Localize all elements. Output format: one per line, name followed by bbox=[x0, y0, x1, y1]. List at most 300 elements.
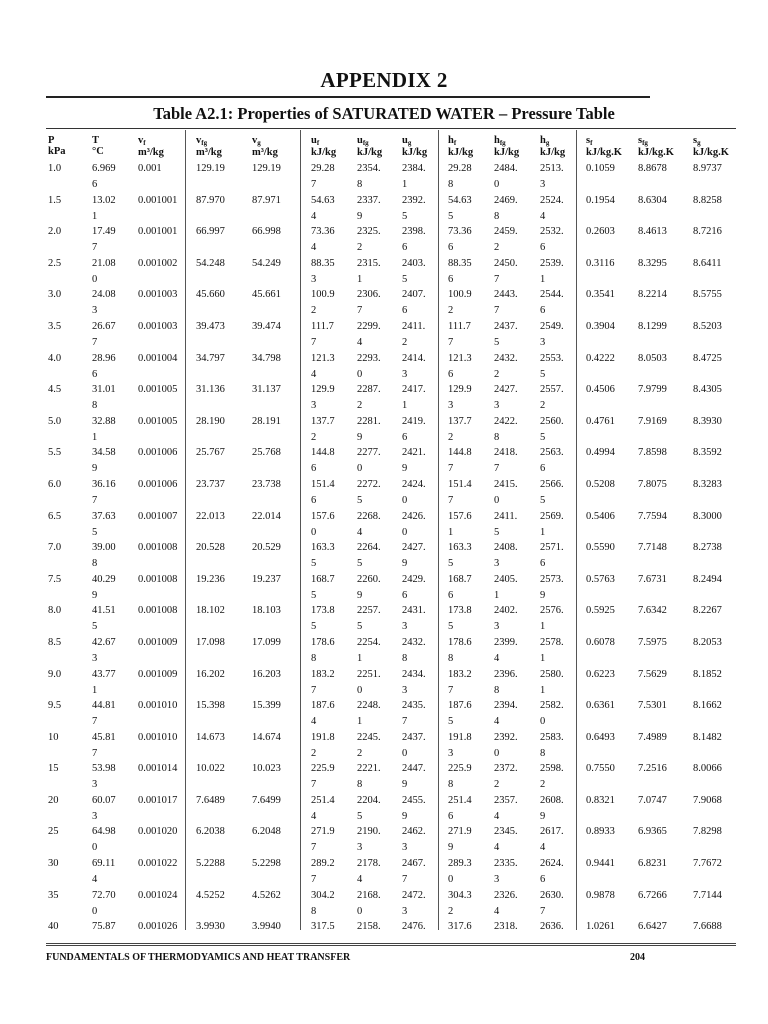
table-cell: 2437. bbox=[494, 320, 518, 332]
table-cell: 18.102 bbox=[196, 605, 225, 617]
table-cell: 2402. bbox=[494, 605, 518, 617]
table-cell: 2293. bbox=[357, 352, 381, 364]
column-group-divider bbox=[576, 130, 577, 930]
table-cell: 87.971 bbox=[252, 194, 281, 206]
table-cell: 4.5252 bbox=[196, 889, 225, 901]
table-cell: 64.98 bbox=[92, 826, 116, 838]
table-cell: 25.767 bbox=[196, 447, 225, 459]
overflow-digit: 8 bbox=[92, 558, 98, 570]
table-cell: 7.8075 bbox=[638, 478, 667, 490]
table-cell: 69.11 bbox=[92, 858, 116, 870]
overflow-digit: 4 bbox=[540, 210, 546, 222]
column-subscript: g bbox=[257, 139, 261, 147]
table-cell: 2392. bbox=[402, 194, 426, 206]
table-cell: 2576. bbox=[540, 605, 564, 617]
overflow-digit: 5 bbox=[448, 558, 454, 570]
table-cell: 7.6731 bbox=[638, 573, 667, 585]
table-cell: 43.77 bbox=[92, 668, 116, 680]
table-cell: 32.88 bbox=[92, 415, 116, 427]
table-row bbox=[0, 668, 768, 700]
table-cell: 30 bbox=[48, 858, 59, 870]
page-number: 204 bbox=[630, 952, 645, 963]
table-cell: 54.249 bbox=[252, 257, 281, 269]
table-cell: 8.5755 bbox=[693, 289, 722, 301]
table-cell: 7.5 bbox=[48, 573, 62, 585]
column-subscript: f bbox=[143, 139, 146, 147]
table-cell: 0.6223 bbox=[586, 668, 615, 680]
table-cell: 2345. bbox=[494, 826, 518, 838]
appendix-title: APPENDIX 2 bbox=[320, 68, 448, 92]
table-cell: 23.738 bbox=[252, 478, 281, 490]
table-cell: 3.0 bbox=[48, 289, 62, 301]
table-cell: 2467. bbox=[402, 858, 426, 870]
table-cell: 7.9068 bbox=[693, 794, 722, 806]
table-cell: 2431. bbox=[402, 605, 426, 617]
overflow-digit: 1 bbox=[540, 621, 546, 633]
overflow-digit: 4 bbox=[357, 874, 363, 886]
column-subscript: fg bbox=[201, 139, 208, 147]
table-cell: 0.001001 bbox=[138, 194, 178, 206]
overflow-digit: 3 bbox=[494, 400, 500, 412]
overflow-digit: 2 bbox=[448, 305, 454, 317]
overflow-digit: 6 bbox=[540, 558, 546, 570]
table-cell: 28.96 bbox=[92, 352, 116, 364]
table-cell: 0.9878 bbox=[586, 889, 615, 901]
table-cell: 0.6493 bbox=[586, 731, 615, 743]
table-cell: 129.19 bbox=[252, 163, 281, 174]
overflow-digit: 4 bbox=[494, 716, 500, 728]
column-symbol: P bbox=[48, 135, 55, 146]
overflow-digit: 6 bbox=[92, 179, 98, 190]
table-cell: 0.001 bbox=[138, 163, 162, 174]
table-cell: 183.2 bbox=[448, 668, 472, 680]
table-cell: 0.5590 bbox=[586, 542, 615, 554]
table-cell: 8.6411 bbox=[693, 257, 722, 269]
overflow-digit: 7 bbox=[311, 684, 317, 696]
column-group-divider bbox=[300, 130, 301, 930]
overflow-digit: 7 bbox=[448, 336, 454, 348]
table-cell: 17.49 bbox=[92, 226, 116, 238]
overflow-digit: 6 bbox=[402, 305, 408, 317]
table-cell: 2476. bbox=[402, 921, 426, 933]
overflow-digit: 5 bbox=[494, 526, 500, 538]
overflow-digit: 7 bbox=[494, 273, 500, 285]
overflow-digit: 0 bbox=[92, 842, 98, 854]
table-cell: 0.001004 bbox=[138, 352, 178, 364]
overflow-digit: 1 bbox=[357, 716, 363, 728]
column-unit: kJ/kg.K bbox=[638, 147, 674, 158]
column-subscript: g bbox=[697, 139, 701, 147]
overflow-digit: 0 bbox=[357, 463, 363, 475]
table-cell: 31.137 bbox=[252, 384, 281, 396]
table-cell: 111.7 bbox=[448, 320, 471, 332]
table-cell: 53.98 bbox=[92, 763, 116, 775]
table-cell: 183.2 bbox=[311, 668, 335, 680]
table-row bbox=[0, 604, 768, 636]
table-cell: 168.7 bbox=[448, 573, 472, 585]
table-cell: 45.661 bbox=[252, 289, 281, 301]
table-cell: 2469. bbox=[494, 194, 518, 206]
overflow-digit: 8 bbox=[357, 179, 363, 190]
table-cell: 5.2298 bbox=[252, 858, 281, 870]
overflow-digit: 3 bbox=[92, 810, 98, 822]
table-cell: 0.001022 bbox=[138, 858, 178, 870]
table-cell: 8.2494 bbox=[693, 573, 722, 585]
table-cell: 289.3 bbox=[448, 858, 472, 870]
table-title: Table A2.1: Properties of SATURATED WATER – Pressure Table bbox=[153, 104, 615, 123]
overflow-digit: 2 bbox=[494, 368, 500, 380]
overflow-digit: 1 bbox=[540, 273, 546, 285]
table-cell: 0.001006 bbox=[138, 447, 178, 459]
table-cell: 8.0066 bbox=[693, 763, 722, 775]
column-header bbox=[48, 135, 66, 157]
overflow-digit: 5 bbox=[402, 273, 408, 285]
table-cell: 0.001002 bbox=[138, 257, 178, 269]
overflow-digit: 5 bbox=[448, 210, 454, 222]
table-cell: 2251. bbox=[357, 668, 381, 680]
table-cell: 7.8298 bbox=[693, 826, 722, 838]
table-cell: 2578. bbox=[540, 636, 564, 648]
column-unit: kPa bbox=[48, 146, 66, 157]
table-cell: 10.022 bbox=[196, 763, 225, 775]
title-rule bbox=[46, 96, 650, 98]
table-cell: 2277. bbox=[357, 447, 381, 459]
table-cell: 31.136 bbox=[196, 384, 225, 396]
table-cell: 2434. bbox=[402, 668, 426, 680]
table-cell: 2204. bbox=[357, 794, 381, 806]
table-cell: 13.02 bbox=[92, 194, 116, 206]
overflow-digit: 0 bbox=[92, 905, 98, 917]
table-cell: 289.2 bbox=[311, 858, 335, 870]
table-cell: 6.2038 bbox=[196, 826, 225, 838]
table-cell: 2272. bbox=[357, 478, 381, 490]
table-cell: 8.0503 bbox=[638, 352, 667, 364]
overflow-digit: 5 bbox=[448, 716, 454, 728]
table-cell: 2532. bbox=[540, 226, 564, 238]
table-cell: 34.58 bbox=[92, 447, 116, 459]
overflow-digit: 8 bbox=[311, 905, 317, 917]
overflow-digit: 5 bbox=[311, 558, 317, 570]
table-cell: 0.001014 bbox=[138, 763, 178, 775]
table-cell: 8.8258 bbox=[693, 194, 722, 206]
overflow-digit: 7 bbox=[448, 463, 454, 475]
table-cell: 7.5301 bbox=[638, 700, 667, 712]
table-cell: 6.6427 bbox=[638, 921, 667, 933]
column-header bbox=[252, 135, 278, 158]
table-cell: 2254. bbox=[357, 636, 381, 648]
table-cell: 2268. bbox=[357, 510, 381, 522]
table-cell: 60.07 bbox=[92, 794, 116, 806]
table-cell: 28.190 bbox=[196, 415, 225, 427]
table-cell: 72.70 bbox=[92, 889, 116, 901]
table-cell: 137.7 bbox=[448, 415, 472, 427]
table-cell: 0.8321 bbox=[586, 794, 615, 806]
table-cell: 6.969 bbox=[92, 163, 116, 174]
table-cell: 18.103 bbox=[252, 605, 281, 617]
overflow-digit: 8 bbox=[357, 779, 363, 791]
overflow-digit: 3 bbox=[92, 652, 98, 664]
overflow-digit: 5 bbox=[402, 210, 408, 222]
table-header-row bbox=[0, 130, 768, 162]
table-row bbox=[0, 415, 768, 447]
overflow-digit: 5 bbox=[357, 558, 363, 570]
overflow-digit: 2 bbox=[494, 779, 500, 791]
table-cell: 2168. bbox=[357, 889, 381, 901]
table-row bbox=[0, 857, 768, 889]
table-cell: 2417. bbox=[402, 384, 426, 396]
table-cell: 87.970 bbox=[196, 194, 225, 206]
table-cell: 25.768 bbox=[252, 447, 281, 459]
overflow-digit: 0 bbox=[92, 273, 98, 285]
overflow-digit: 2 bbox=[311, 747, 317, 759]
table-cell: 100.9 bbox=[448, 289, 472, 301]
overflow-digit: 3 bbox=[402, 684, 408, 696]
table-cell: 7.6342 bbox=[638, 605, 667, 617]
table-cell: 2257. bbox=[357, 605, 381, 617]
table-cell: 1.0261 bbox=[586, 921, 615, 933]
table-cell: 2411. bbox=[494, 510, 518, 522]
overflow-digit: 3 bbox=[311, 400, 317, 412]
table-cell: 271.9 bbox=[448, 826, 472, 838]
overflow-digit: 0 bbox=[402, 747, 408, 759]
overflow-digit: 9 bbox=[357, 210, 363, 222]
table-cell: 168.7 bbox=[311, 573, 335, 585]
table-cell: 0.001005 bbox=[138, 384, 178, 396]
table-cell: 2178. bbox=[357, 858, 381, 870]
table-cell: 2394. bbox=[494, 700, 518, 712]
column-unit: °C bbox=[92, 146, 104, 157]
table-cell: 2306. bbox=[357, 289, 381, 301]
table-cell: 66.998 bbox=[252, 226, 281, 238]
overflow-digit: 0 bbox=[357, 684, 363, 696]
overflow-digit: 4 bbox=[494, 842, 500, 854]
table-cell: 0.9441 bbox=[586, 858, 615, 870]
column-symbol: u bbox=[402, 135, 408, 146]
table-cell: 3.5 bbox=[48, 320, 62, 332]
overflow-digit: 1 bbox=[540, 526, 546, 538]
column-header bbox=[402, 135, 427, 158]
overflow-digit: 5 bbox=[357, 494, 363, 506]
table-cell: 24.08 bbox=[92, 289, 116, 301]
overflow-digit: 9 bbox=[92, 463, 98, 475]
table-cell: 2429. bbox=[402, 573, 426, 585]
table-cell: 0.6361 bbox=[586, 700, 615, 712]
table-cell: 8.7216 bbox=[693, 226, 722, 238]
table-row bbox=[0, 257, 768, 289]
table-cell: 0.001003 bbox=[138, 320, 178, 332]
overflow-digit: 4 bbox=[311, 210, 317, 222]
table-cell: 9.5 bbox=[48, 700, 62, 712]
overflow-digit: 7 bbox=[92, 494, 98, 506]
table-cell: 1.5 bbox=[48, 194, 62, 206]
table-cell: 2398. bbox=[402, 226, 426, 238]
table-cell: 191.8 bbox=[448, 731, 472, 743]
table-cell: 2411. bbox=[402, 320, 426, 332]
table-cell: 2408. bbox=[494, 542, 518, 554]
table-cell: 25 bbox=[48, 826, 59, 838]
table-cell: 8.1852 bbox=[693, 668, 722, 680]
table-row bbox=[0, 162, 768, 194]
saturated-water-table bbox=[0, 130, 768, 952]
table-cell: 2392. bbox=[494, 731, 518, 743]
table-cell: 8.3283 bbox=[693, 478, 722, 490]
overflow-digit: 8 bbox=[540, 747, 546, 759]
table-cell: 0.5208 bbox=[586, 478, 615, 490]
overflow-digit: 6 bbox=[540, 463, 546, 475]
overflow-digit: 4 bbox=[494, 652, 500, 664]
overflow-digit: 7 bbox=[311, 874, 317, 886]
table-cell: 8.5203 bbox=[693, 320, 722, 332]
table-cell: 8.2214 bbox=[638, 289, 667, 301]
column-subscript: fg bbox=[499, 139, 506, 147]
table-cell: 0.8933 bbox=[586, 826, 615, 838]
table-cell: 2399. bbox=[494, 636, 518, 648]
table-cell: 0.3541 bbox=[586, 289, 615, 301]
table-cell: 8.3000 bbox=[693, 510, 722, 522]
overflow-digit: 5 bbox=[357, 810, 363, 822]
overflow-digit: 8 bbox=[494, 431, 500, 443]
table-row bbox=[0, 731, 768, 763]
overflow-digit: 5 bbox=[311, 621, 317, 633]
table-cell: 15.399 bbox=[252, 700, 281, 712]
table-cell: 7.0747 bbox=[638, 794, 667, 806]
table-cell: 2326. bbox=[494, 889, 518, 901]
overflow-digit: 2 bbox=[494, 242, 500, 254]
overflow-digit: 1 bbox=[540, 684, 546, 696]
overflow-digit: 6 bbox=[402, 242, 408, 254]
table-cell: 2419. bbox=[402, 415, 426, 427]
table-cell: 10.023 bbox=[252, 763, 281, 775]
table-cell: 4.5 bbox=[48, 384, 62, 396]
table-cell: 2.5 bbox=[48, 257, 62, 269]
table-row bbox=[0, 541, 768, 573]
table-cell: 121.3 bbox=[448, 352, 472, 364]
column-unit: kJ/kg bbox=[494, 147, 520, 158]
overflow-digit: 3 bbox=[92, 305, 98, 317]
table-cell: 2396. bbox=[494, 668, 518, 680]
table-cell: 0.001008 bbox=[138, 573, 178, 585]
overflow-digit: 0 bbox=[357, 368, 363, 380]
table-cell: 54.248 bbox=[196, 257, 225, 269]
table-cell: 0.001009 bbox=[138, 636, 178, 648]
overflow-digit: 9 bbox=[540, 589, 546, 601]
overflow-digit: 4 bbox=[311, 242, 317, 254]
table-cell: 0.001024 bbox=[138, 889, 178, 901]
column-symbol: v bbox=[138, 135, 144, 146]
table-cell: 251.4 bbox=[448, 794, 472, 806]
table-cell: 19.237 bbox=[252, 573, 281, 585]
table-cell: 8.4613 bbox=[638, 226, 667, 238]
footer-rule bbox=[46, 943, 736, 946]
overflow-digit: 6 bbox=[448, 273, 454, 285]
table-cell: 15.398 bbox=[196, 700, 225, 712]
table-cell: 0.4506 bbox=[586, 384, 615, 396]
overflow-digit: 7 bbox=[402, 716, 408, 728]
table-cell: 6.2048 bbox=[252, 826, 281, 838]
table-cell: 16.203 bbox=[252, 668, 281, 680]
column-unit: kJ/kg bbox=[357, 147, 383, 158]
table-cell: 7.7148 bbox=[638, 542, 667, 554]
table-cell: 2318. bbox=[494, 921, 518, 933]
overflow-digit: 1 bbox=[540, 652, 546, 664]
table-cell: 73.36 bbox=[311, 226, 335, 238]
overflow-digit: 3 bbox=[448, 747, 454, 759]
overflow-digit: 1 bbox=[402, 179, 408, 190]
table-cell: 2335. bbox=[494, 858, 518, 870]
table-cell: 3.9930 bbox=[196, 921, 225, 933]
table-cell: 0.1954 bbox=[586, 194, 615, 206]
table-cell: 2435. bbox=[402, 700, 426, 712]
table-cell: 2513. bbox=[540, 163, 564, 174]
table-cell: 14.674 bbox=[252, 731, 281, 743]
overflow-digit: 4 bbox=[311, 368, 317, 380]
table-cell: 0.3904 bbox=[586, 320, 615, 332]
table-cell: 4.5262 bbox=[252, 889, 281, 901]
table-cell: 9.0 bbox=[48, 668, 62, 680]
table-cell: 0.2603 bbox=[586, 226, 615, 238]
overflow-digit: 0 bbox=[494, 747, 500, 759]
table-cell: 7.8598 bbox=[638, 447, 667, 459]
overflow-digit: 0 bbox=[494, 494, 500, 506]
table-cell: 2190. bbox=[357, 826, 381, 838]
overflow-digit: 3 bbox=[494, 558, 500, 570]
table-cell: 251.4 bbox=[311, 794, 335, 806]
table-cell: 0.001008 bbox=[138, 542, 178, 554]
table-cell: 129.9 bbox=[448, 384, 472, 396]
table-cell: 7.6489 bbox=[196, 794, 225, 806]
table-cell: 2455. bbox=[402, 794, 426, 806]
overflow-digit: 2 bbox=[540, 400, 546, 412]
table-cell: 2414. bbox=[402, 352, 426, 364]
table-cell: 0.001010 bbox=[138, 731, 178, 743]
table-row bbox=[0, 225, 768, 257]
overflow-digit: 7 bbox=[92, 336, 98, 348]
table-cell: 2245. bbox=[357, 731, 381, 743]
overflow-digit: 2 bbox=[357, 747, 363, 759]
table-cell: 0.001017 bbox=[138, 794, 178, 806]
column-header bbox=[196, 135, 222, 158]
column-subscript: f bbox=[590, 139, 593, 147]
table-cell: 2357. bbox=[494, 794, 518, 806]
overflow-digit: 4 bbox=[494, 810, 500, 822]
table-cell: 8.5 bbox=[48, 636, 62, 648]
table-cell: 173.8 bbox=[448, 605, 472, 617]
table-cell: 10 bbox=[48, 731, 59, 743]
table-cell: 2569. bbox=[540, 510, 564, 522]
table-cell: 40 bbox=[48, 921, 59, 933]
table-cell: 36.16 bbox=[92, 478, 116, 490]
overflow-digit: 2 bbox=[448, 905, 454, 917]
table-cell: 37.63 bbox=[92, 510, 116, 522]
column-unit: m³/kg bbox=[252, 147, 278, 158]
table-cell: 191.8 bbox=[311, 731, 335, 743]
table-cell: 7.7144 bbox=[693, 889, 722, 901]
table-row bbox=[0, 636, 768, 668]
table-cell: 2299. bbox=[357, 320, 381, 332]
column-unit: kJ/kg bbox=[402, 147, 428, 158]
table-cell: 0.001020 bbox=[138, 826, 178, 838]
overflow-digit: 7 bbox=[92, 747, 98, 759]
table-cell: 34.798 bbox=[252, 352, 281, 364]
overflow-digit: 1 bbox=[92, 431, 98, 443]
column-header bbox=[540, 135, 565, 158]
overflow-digit: 3 bbox=[448, 400, 454, 412]
table-cell: 6.0 bbox=[48, 478, 62, 490]
table-cell: 2325. bbox=[357, 226, 381, 238]
overflow-digit: 5 bbox=[540, 494, 546, 506]
overflow-digit: 3 bbox=[402, 842, 408, 854]
table-cell: 0.001010 bbox=[138, 700, 178, 712]
